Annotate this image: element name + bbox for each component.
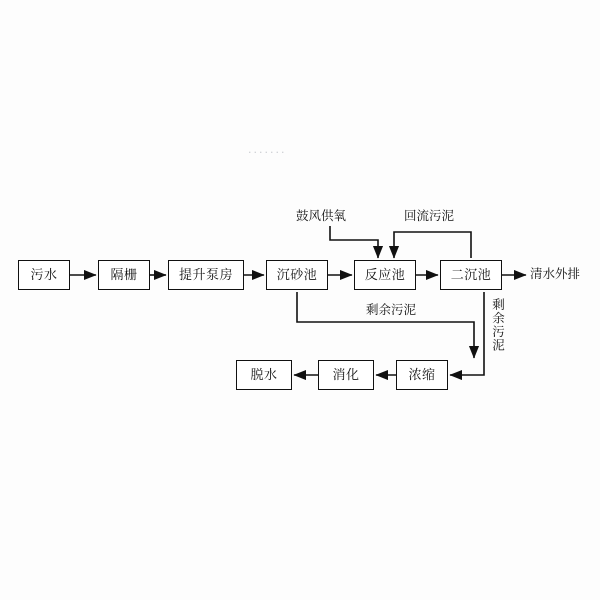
node-pump-house[interactable]: 提升泵房 <box>168 260 244 290</box>
label-excess-sludge: 剩余污泥 <box>366 302 417 317</box>
edge-blower-to-reactor <box>330 226 378 258</box>
node-reactor[interactable]: 反应池 <box>354 260 416 290</box>
watermark-artifact: ······· <box>248 146 287 159</box>
node-sewage[interactable]: 污水 <box>18 260 70 290</box>
node-grit-tank[interactable]: 沉砂池 <box>266 260 328 290</box>
label-effluent-discharge: 清水外排 <box>530 266 581 281</box>
node-grille[interactable]: 隔栅 <box>98 260 150 290</box>
node-digester[interactable]: 消化 <box>318 360 374 390</box>
node-thickener[interactable]: 浓缩 <box>396 360 448 390</box>
edge-clarifier-to-thickener <box>450 292 484 375</box>
edge-return-sludge <box>394 232 471 258</box>
node-dewatering[interactable]: 脱水 <box>236 360 292 390</box>
label-blower-supply: 鼓风供氧 <box>296 208 347 223</box>
label-waste-sludge-vertical: 剩余污泥 <box>490 298 506 352</box>
node-secondary-clarifier[interactable]: 二沉池 <box>440 260 502 290</box>
label-return-sludge: 回流污泥 <box>404 208 455 223</box>
